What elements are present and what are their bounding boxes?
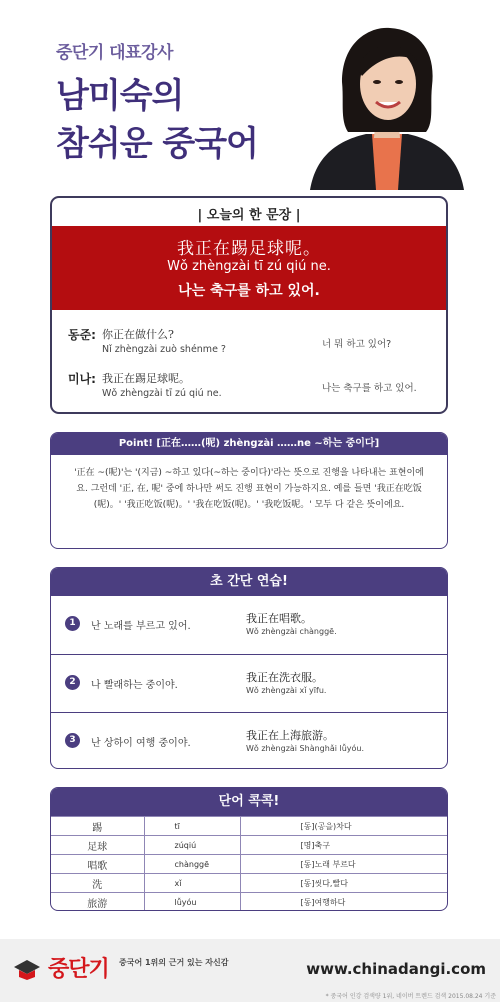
today-sentence-tag: | 오늘의 한 문장 | bbox=[197, 208, 301, 223]
dialogue-chinese: 你正在做什么? bbox=[102, 328, 174, 341]
vocab-word: 洗 bbox=[51, 874, 144, 893]
dialogue-line bbox=[52, 324, 446, 366]
brand-name: 중단기 bbox=[48, 957, 109, 982]
practice-pinyin: Wǒ zhèngzài xǐ yīfu. bbox=[246, 686, 327, 695]
vocab-word: 踢 bbox=[51, 817, 144, 836]
vocab-pinyin: lǚyóu bbox=[144, 893, 240, 912]
vocab-meaning: [동](공을)차다 bbox=[240, 817, 447, 836]
practice-chinese: 我正在唱歌。 bbox=[246, 612, 312, 625]
header bbox=[0, 0, 500, 190]
brand-logo-icon bbox=[12, 957, 42, 981]
practice-korean: 난 노래를 부르고 있어. bbox=[91, 621, 191, 632]
dialogue-korean: 나는 축구를 하고 있어. bbox=[322, 383, 417, 394]
practice-header: 초 간단 연습! bbox=[51, 568, 447, 596]
practice-item bbox=[51, 596, 447, 654]
dialogue-speaker: 동준: bbox=[68, 328, 96, 342]
grammar-point-card bbox=[50, 432, 448, 549]
vocab-pinyin: zúqiú bbox=[144, 836, 240, 855]
dialogue-speaker: 미나: bbox=[68, 372, 96, 386]
vocab-pinyin: xǐ bbox=[144, 874, 240, 893]
practice-number-badge: 3 bbox=[65, 733, 80, 748]
practice-pinyin: Wǒ zhèngzài chànggē. bbox=[246, 627, 337, 636]
vocab-pinyin: tī bbox=[144, 817, 240, 836]
vocab-word: 旅游 bbox=[51, 893, 144, 912]
today-sentence-pinyin: Wǒ zhèngzài tī zú qiú ne. bbox=[167, 259, 331, 274]
practice-number-badge: 1 bbox=[65, 616, 80, 631]
grammar-point-body: '正在 ~(呢)'는 '(지금) ~하고 있다(~하는 중이다)'라는 뜻으로 진행을 나타내는 표현이에요. 그런데 '正, 在, 呢' 중에 하나만 써도 진행 표현이 가능하지요. 예를 들면 '我正在吃饭(呢)。' '我正吃饭(呢)。' '我在吃饭(呢)。' '我吃饭呢。' 모두 다 같은 뜻이에요. bbox=[74, 468, 424, 510]
vocab-card bbox=[50, 787, 448, 911]
vocab-table bbox=[51, 816, 447, 911]
footer bbox=[0, 939, 500, 1002]
practice-chinese: 我正在上海旅游。 bbox=[246, 729, 334, 742]
dialogue-line bbox=[52, 368, 446, 410]
practice-item bbox=[51, 654, 447, 712]
practice-number-badge: 2 bbox=[65, 675, 80, 690]
dialogue-chinese: 我正在踢足球呢。 bbox=[102, 372, 190, 385]
dialogue-pinyin: Wǒ zhèngzài tī zú qiú ne. bbox=[102, 388, 222, 399]
instructor-portrait bbox=[302, 22, 472, 190]
table-row bbox=[51, 836, 447, 855]
practice-korean: 난 상하이 여행 중이야. bbox=[91, 738, 191, 749]
practice-card bbox=[50, 567, 448, 769]
dialogue-pinyin: Nǐ zhèngzài zuò shénme ? bbox=[102, 344, 226, 355]
header-title-line1: 남미숙의 bbox=[56, 76, 184, 116]
dialogue-korean: 너 뭐 하고 있어? bbox=[322, 339, 392, 350]
vocab-word: 足球 bbox=[51, 836, 144, 855]
practice-chinese: 我正在洗衣服。 bbox=[246, 671, 323, 684]
website-link[interactable]: www.chinadangi.com bbox=[306, 960, 486, 978]
vocab-pinyin: chànggē bbox=[144, 855, 240, 874]
brand-tagline: 중국어 1위의 근거 있는 자신감 bbox=[119, 958, 229, 967]
table-row bbox=[51, 893, 447, 912]
today-sentence-chinese: 我正在踢足球呢。 bbox=[177, 239, 321, 259]
vocab-header: 단어 콕콕! bbox=[51, 788, 447, 816]
vocab-meaning: [동]씻다,빨다 bbox=[240, 874, 447, 893]
vocab-word: 唱歌 bbox=[51, 855, 144, 874]
footnote: * 중국어 인강 검색량 1위, 네이버 트렌드 검색 2015.08.24 기준 bbox=[325, 993, 496, 1000]
table-row bbox=[51, 817, 447, 836]
table-row bbox=[51, 855, 447, 874]
table-row bbox=[51, 874, 447, 893]
today-sentence-korean: 나는 축구를 하고 있어. bbox=[178, 283, 320, 299]
today-sentence-card bbox=[50, 196, 448, 414]
grammar-point-header: Point! [正在……(呢) zhèngzài ……ne ~하는 중이다] bbox=[51, 433, 447, 455]
header-subtitle: 중단기 대표강사 bbox=[56, 43, 173, 63]
vocab-meaning: [명]축구 bbox=[240, 836, 447, 855]
practice-korean: 나 빨래하는 중이야. bbox=[91, 680, 178, 691]
vocab-meaning: [동]여행하다 bbox=[240, 893, 447, 912]
practice-pinyin: Wǒ zhèngzài Shànghǎi lǚyóu. bbox=[246, 744, 365, 753]
practice-item bbox=[51, 712, 447, 769]
vocab-meaning: [동]노래 부르다 bbox=[240, 855, 447, 874]
today-sentence-band bbox=[52, 226, 446, 310]
header-title-line2: 참쉬운 중국어 bbox=[56, 124, 258, 164]
